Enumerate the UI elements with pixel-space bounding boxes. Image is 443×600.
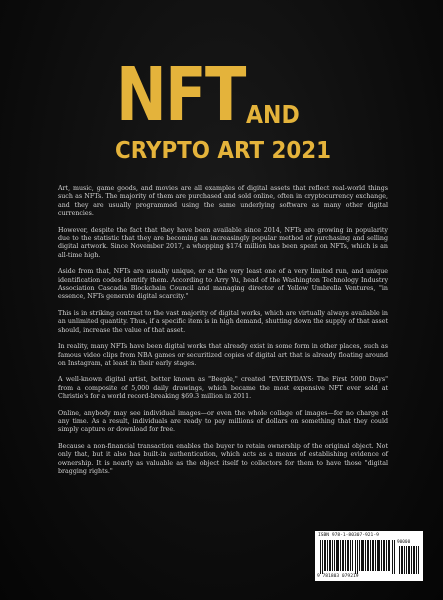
title-nft: NFT (116, 52, 245, 138)
blurb-paragraph: Aside from that, NFTs are usually unique, or at the very least one of a very limited run, and unique identification codes identify them. According to Arry Yu, head of the Washington Technology Industry Association Cascadia Blockchain Council and managing director of Yellow Umbrella Ventures, "in essence, NFTs generate digital scarcity." (58, 268, 388, 301)
blurb-paragraph: However, despite the fact that they have been available since 2014, NFTs are growing in popularity due to the statistic that they are becoming an increasingly popular method of purchasing and selling digital artwork. Since November 2017, a whopping $174 million has been spent on NFTs, which is an all-time high. (58, 226, 388, 259)
barcode-digits: 9 781803 079219 (317, 574, 359, 579)
blurb-paragraph: A well-known digital artist, better known as "Beeple," created "EVERYDAYS: The First 5000 Days" from a composite of 5,000 daily drawings, which became the most expensive NFT ever sold at Christie's for a world record-breaking $69.3 million in 2011. (58, 376, 388, 401)
blurb-paragraph: Because a non-financial transaction enables the buyer to retain ownership of the original object. Not only that, but it also has built-in authentication, which acts as a means of establishing evidence of ownership. It is nearly as valuable as the object itself to collectors for them to have those "digital bragging rights." (58, 442, 388, 475)
title-crypto-art: CRYPTO ART 2021 (115, 138, 332, 164)
blurb-paragraph: Art, music, game goods, and movies are all examples of digital assets that reflect real-world things such as NFTs. The majority of them are purchased and sold online, often in cryptocurrency exchange, and they are usually programmed using the same underlying software as many other digital currencies. (58, 185, 388, 218)
price-code: 90000 (397, 540, 411, 545)
isbn-barcode (315, 531, 423, 581)
blurb-paragraph: Online, anybody may see individual images—or even the whole collage of images—for no charge at any time. As a result, individuals are ready to pay millions of dollars on something that they could simply capture or download for free. (58, 409, 388, 434)
blurb-paragraph: In reality, many NFTs have been digital works that already exist in some form in other places, such as famous video clips from NBA games or securitized copies of digital art that is already floating around on Instagram, at least in their early stages. (58, 343, 388, 367)
price-barcode-bars (399, 546, 419, 574)
isbn-number: ISBN 978-1-80307-921-9 (318, 533, 379, 538)
barcode-bars (320, 540, 396, 574)
cover-title (0, 52, 443, 168)
title-and: AND (246, 100, 300, 129)
blurb-paragraph: This is in striking contrast to the vast majority of digital works, which are virtually always available in an unlimited quantity. Thus, if a specific item is in high demand, shutting down the supply of that asset should, increase the value of that asset. (58, 309, 388, 334)
blurb-text (58, 185, 388, 484)
